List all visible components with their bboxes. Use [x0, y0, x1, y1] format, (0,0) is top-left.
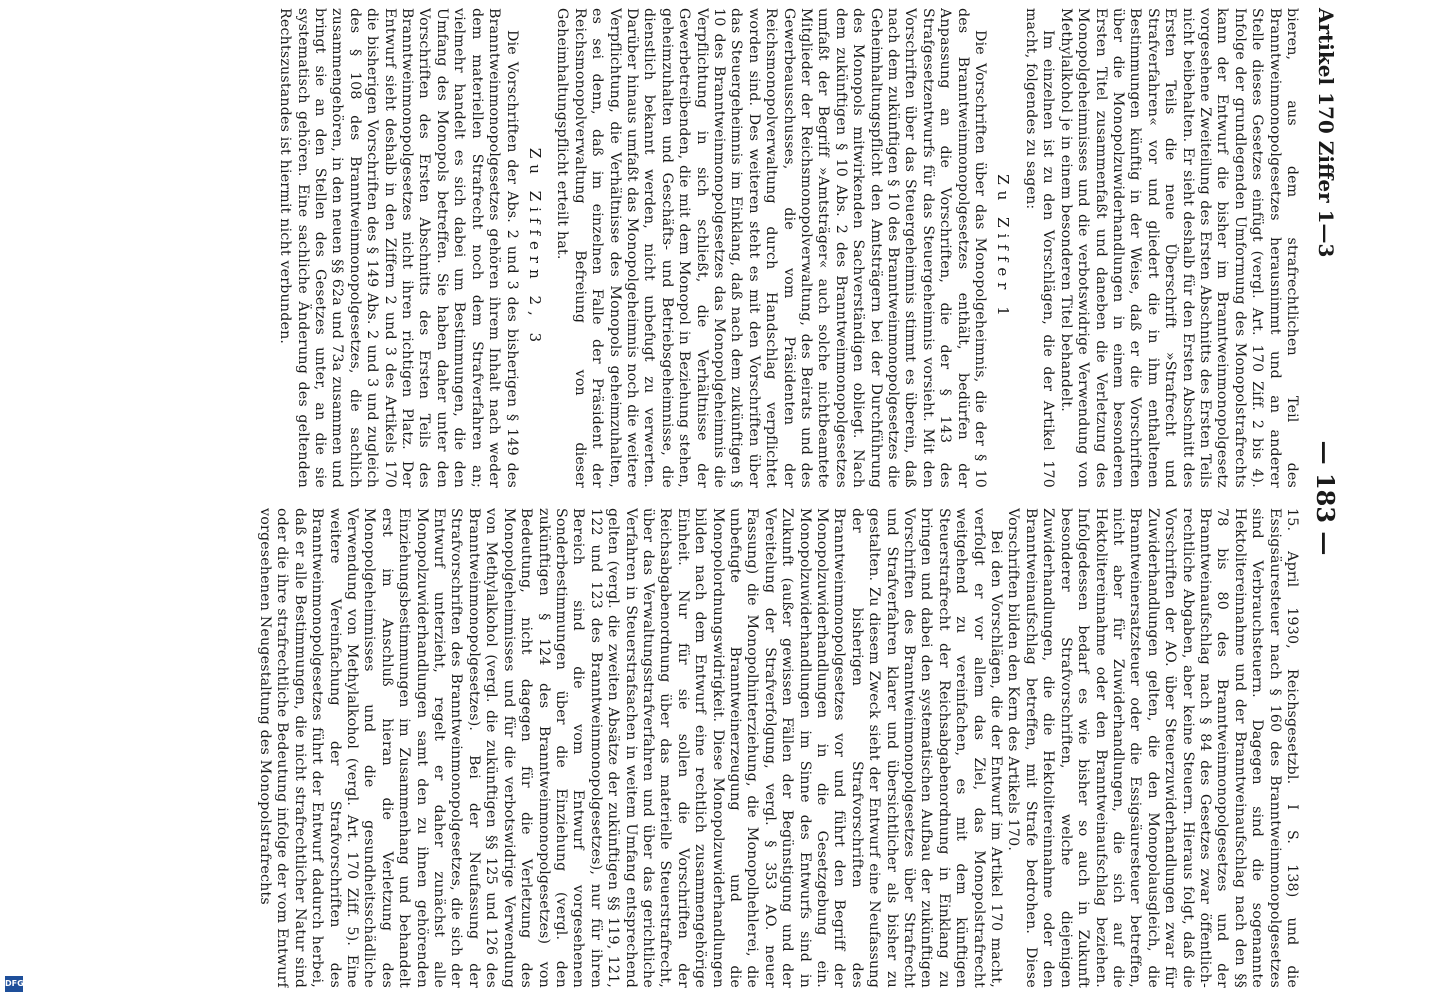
page-header: [1310, 8, 1340, 988]
paragraph: Die Vorschriften der Abs. 2 und 3 des bisherigen § 149 des Branntweinmonopolgesetzes gehören ihrem Inhalt nach weder dem materiellen Strafrecht noch dem Strafverfahren an; vielmehr handelt es sich dabei um Bestimmungen, die den Umfang des Monopols betreffen. Sie haben daher unter den Vorschriften des Ersten Abschnitts des Ersten Teils des Branntweinmonopolgesetzes nicht ihren richtigen Platz. Der Entwurf sieht deshalb in den Ziffern 2 und 3 des Artikels 170 die bisherigen Vorschriften des § 149 Abs. 2 und 3 und zugleich des § 108 des Branntweinmonopolgesetzes, die sachlich zusammengehören, in den neuen §§ 62a und 73a zusammen und bringt sie an den Stellen des Gesetzes unter, an die sie systematisch gehören. Eine sachliche Änderung des geltenden Rechtszustandes ist hiermit nicht verbunden.: [277, 8, 520, 488]
digitization-credit: [0, 10, 2, 970]
paragraph: Die Vorschriften über das Monopolgeheimnis, die der § 10 des Branntweinmonopolgesetzes enthält, bedürfen der Anpassung an die Vorschriften, die der § 143 des Strafgesetzentwurfs für das Steuergeheimnis vorsieht. Mit den Vorschriften über das Steuergeheimnis stimmt es überein, daß nach dem zukünftigen § 10 des Branntweinmonopolgesetzes die Geheimhaltungspflicht den Amtsträgern bei der Durchführung des Monopols mitwirkenden Sachverständigen obliegt. Nach dem zukünftigen § 10 Abs. 2 des Branntweinmonopolgesetzes umfaßt der Begriff »Amtsträger« auch solche nichtbeamtete Mitglieder der Reichsmonopolverwaltung, des Beirats und des Gewerbeausschusses, die vom Präsidenten der Reichsmonopolverwaltung durch Handschlag verpflichtet worden sind. Des weiteren steht es mit den Vorschriften über das Steuergeheimnis im Einklang, daß nach dem zukünftigen § 10 des Branntweinmonopolgesetzes das Monopolgeheimnis die Verpflichtung in sich schließt, die Verhältnisse der Gewerbetreibenden, die mit dem Monopol in Beziehung stehen, geheimzuhalten und Geschäfts- und Betriebsgeheimnisse, die dienstlich bekannt werden, nicht unbefugt zu verwerten. Darüber hinaus umfaßt das Monopolgeheimnis noch die weitere Verpflichtung, die Verhältnisse des Monopols geheimzuhalten, es sei denn, daß im einzelnen Falle der Präsident der Reichsmonopolverwaltung Befreiung von dieser Geheimhaltungspflicht erteilt hat.: [554, 8, 989, 488]
column-gutter: [180, 497, 1300, 498]
text-column-left: [170, 8, 1300, 488]
section-heading: Zu Ziffern 2, 3: [525, 147, 544, 349]
page-number: — 183 —: [1311, 440, 1340, 556]
paragraph: bieren, aus dem strafrechtlichen Teil des Branntweinmonopolgesetzes herausnimmt und an anderer Stelle dieses Gesetzes einfügt (vergl. Art. 170 Ziff. 2 bis 4). Infolge der grundlegenden Umformung des Monopolstrafrechts kann der Entwurf die bisher im Branntweinmonopolgesetz vorgesehene Zweiteilung des Ersten Abschnitts des Ersten Teils nicht beibehalten. Er sieht deshalb für den Ersten Abschnitt des Ersten Teils die neue Überschrift »Strafrecht und Strafverfahren« vor und gliedert die in ihm enthaltenen Bestimmungen künftig in der Weise, daß er die Vorschriften über die Monopolzuwiderhandlungen in einem besonderen Ersten Titel zusammenfaßt und daneben die Verletzung des Monopolgeheimnisses und die verbotswidrige Verwendung von Methylalkohol je in einem besonderen Titel behandelt.: [1057, 8, 1300, 488]
rotated-document-page: [150, 8, 1340, 988]
text-column-right: [170, 508, 1300, 988]
digitization-credit-strip: [0, 0, 28, 1000]
section-label: Artikel 170 Ziffer 1—3: [1314, 8, 1338, 258]
paragraph: Im einzelnen ist zu den Vorschlägen, die der Artikel 170 macht, folgendes zu sagen:: [1022, 8, 1057, 488]
paragraph: Bei den Vorschlägen, die der Entwurf im Artikel 170 macht, verfolgt er vor allem das Ziel, das Monopolstrafrecht weitgehend zu vereinfachen, es mit dem künftigen Steuerstrafrecht der Reichsabgabenordnung in Einklang zu bringen und dabei den systematischen Aufbau der zukünftigen Vorschriften des Branntweinmonopolgesetzes über Strafrecht und Strafverfahren klarer und übersichtlicher als bisher zu gestalten. Zu diesem Zweck sieht der Entwurf eine Neufassung der bisherigen Strafvorschriften des Branntweinmonopolgesetzes vor und führt den Begriff der Monopolzuwiderhandlungen in die Gesetzgebung ein. Monopolzuwiderhandlungen im Sinne des Entwurfs sind in Zukunft (außer gewissen Fällen der Begünstigung und der Vereitelung der Strafverfolgung, vergl. § 353 AO. neuer Fassung) die Monopolhinterziehung, die Monopolhehlerei, die unbefugte Branntweinerzeugung und die Monopolordnungswidrigkeit. Diese Monopolzuwiderhandlungen bilden nach dem Entwurf eine rechtlich zusammengehörige Einheit. Nur für sie sollen die Vorschriften der Reichsabgabenordnung über das materielle Steuerstrafrecht, über das Verwaltungsstrafverfahren und über das gerichtliche Verfahren in Steuerstrafsachen in weitem Umfang entsprechend gelten (vergl. die zweiten Absätze der zukünftigen §§ 119, 121, 122 und 123 des Branntweinmonopolgesetzes), nur für ihren Bereich sind die vom Entwurf vorgesehenen Sonderbestimmungen über die Einziehung (vergl. den zukünftigen § 124 des Branntweinmonopolgesetzes) von Bedeutung, nicht dagegen für die Verletzung des Monopolgeheimnisses und für die verbotswidrige Verwendung von Methylalkohol (vergl. die zukünftigen §§ 125 und 126 des Branntweinmonopolgesetzes). Bei der Neufassung der Strafvorschriften des Branntweinmonopolgesetzes, die sich der Entwurf unterzieht, regelt er daher zunächst alle Monopolzuwiderhandlungen samt den zu ihnen gehörenden Einziehungsbestimmungen im Zusammenhang und behandelt erst im Anschluß hieran die Verletzung des Monopolgeheimnisses und die gesundheitsschädliche Verwendung von Methylalkohol (vergl. Art. 170 Ziff. 5). Eine weitere Vereinfachung der Strafvorschriften des Branntweinmonopolgesetzes führt der Entwurf dadurch herbei, daß er alle Bestimmungen, die nicht strafrechtlicher Natur sind oder die ihre strafrechtliche Bedeutung infolge der vom Entwurf vorgesehenen Neugestaltung des Monopolstrafrechts: [257, 508, 1005, 988]
paragraph: 15. April 1930, Reichsgesetzbl. I S. 138) und die Essigsäuresteuer nach § 160 des Branntweinmonopolgesetzes sind Verbrauchsteuern. Dagegen sind die sogenannte Hektolitereinnahme und der Branntweinaufschlag nach den §§ 78 bis 80 des Branntweinmonopolgesetzes und der Branntweinaufschlag nach § 84 des Gesetzes zwar öffentlich-rechtliche Abgaben, aber keine Steuern. Hieraus folgt, daß die Vorschriften der AO. über Steuerzuwiderhandlungen zwar für Zuwiderhandlungen gelten, die den Monopolausgleich, die Branntweinersatzsteuer oder die Essigsäuresteuer betreffen, nicht aber für Zuwiderhandlungen, die sich auf die Hektolitereinnahme oder den Branntweinaufschlag beziehen. Infolgedessen bedarf es wie bisher so auch in Zukunft besonderer Strafvorschriften, welche diejenigen Zuwiderhandlungen, die die Hektolitereinnahme oder den Branntweinaufschlag betreffen, mit Strafe bedrohen. Diese Vorschriften bilden den Kern des Artikels 170.: [1005, 508, 1300, 988]
dfg-logo: DFG: [5, 976, 23, 992]
section-heading: Zu Ziffer 1: [994, 174, 1013, 322]
